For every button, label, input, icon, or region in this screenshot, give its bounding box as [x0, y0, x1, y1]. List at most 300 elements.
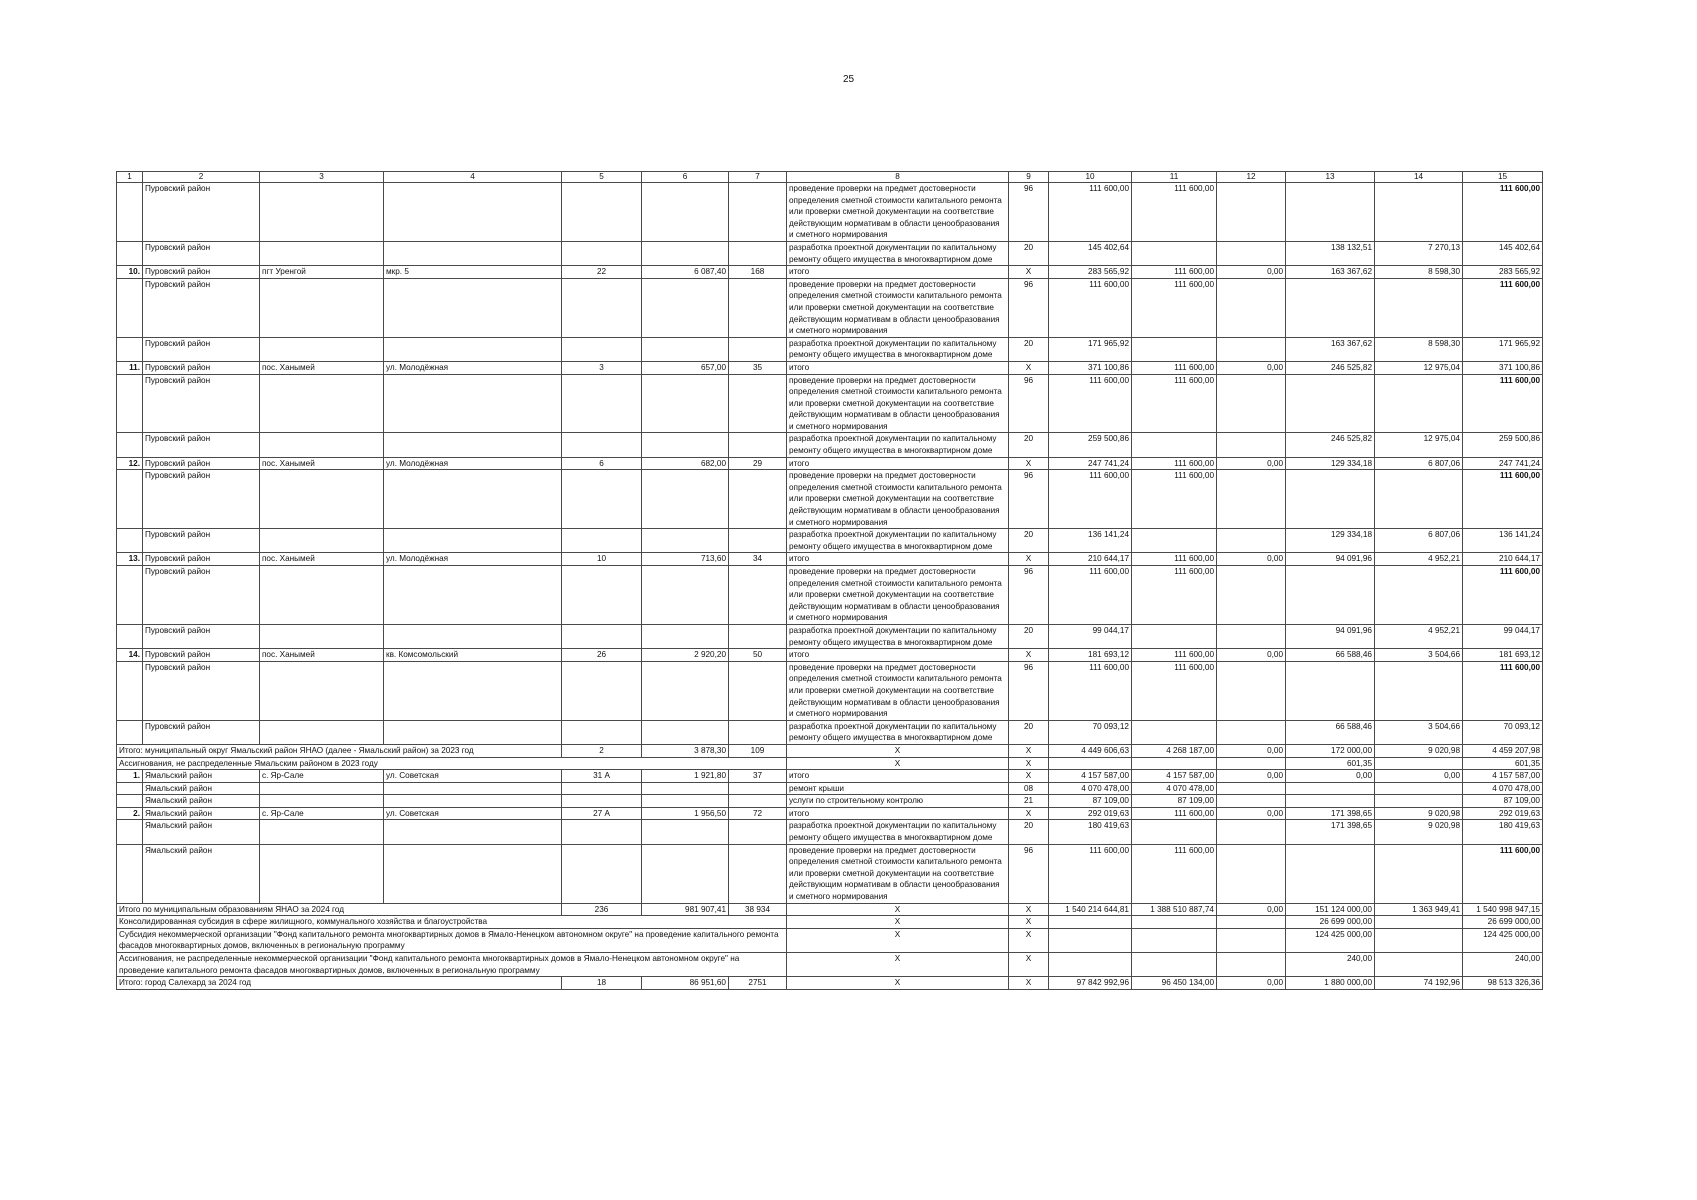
table-cell: 111 600,00	[1049, 844, 1132, 903]
table-cell: 109	[729, 744, 787, 757]
table-cell: пос. Ханымей	[260, 553, 384, 566]
table-cell: с. Яр-Сале	[260, 770, 384, 783]
table-cell: X	[1009, 916, 1049, 929]
table-cell: разработка проектной документации по капитальному ремонту общего имущества в многоквартирном доме	[787, 624, 1009, 648]
table-cell: Ямальский район	[143, 795, 260, 808]
table-cell	[729, 433, 787, 457]
table-cell	[1217, 374, 1286, 433]
table-cell: X	[1009, 977, 1049, 990]
table-cell	[642, 241, 729, 265]
table-cell: 151 124 000,00	[1286, 903, 1375, 916]
table-cell: Пуровский район	[143, 241, 260, 265]
table-cell	[1217, 720, 1286, 744]
table-cell: 4 459 207,98	[1463, 744, 1543, 757]
table-cell	[1217, 916, 1286, 929]
table-cell	[1049, 953, 1132, 977]
table-cell: 97 842 992,96	[1049, 977, 1132, 990]
table-row	[117, 278, 1543, 337]
table-cell	[1217, 844, 1286, 903]
table-cell: 111 600,00	[1463, 183, 1543, 242]
table-row	[117, 903, 1543, 916]
table-cell: 111 600,00	[1132, 844, 1217, 903]
table-cell: X	[1009, 903, 1049, 916]
table-cell: пос. Ханымей	[260, 361, 384, 374]
table-cell: 86 951,60	[642, 977, 729, 990]
table-cell: 96	[1009, 470, 1049, 529]
table-cell: 12 975,04	[1375, 433, 1463, 457]
table-cell: Пуровский район	[143, 720, 260, 744]
table-cell	[729, 720, 787, 744]
table-cell: 181 693,12	[1463, 649, 1543, 662]
column-number: 8	[787, 172, 1009, 183]
table-row	[117, 953, 1543, 977]
table-cell	[117, 795, 143, 808]
table-cell: мкр. 5	[384, 266, 562, 279]
table-cell: 246 525,82	[1286, 361, 1375, 374]
table-cell: 10.	[117, 266, 143, 279]
table-cell: Итого: муниципальный округ Ямальский район ЯНАО (далее - Ямальский район) за 2023 год	[117, 744, 562, 757]
table-cell	[1217, 820, 1286, 844]
table-cell	[260, 624, 384, 648]
table-cell	[260, 782, 384, 795]
table-row	[117, 770, 1543, 783]
table-cell: ул. Молодёжная	[384, 457, 562, 470]
table-cell: 66 588,46	[1286, 720, 1375, 744]
table-cell: 111 600,00	[1463, 844, 1543, 903]
table-cell: 3 504,66	[1375, 649, 1463, 662]
table-cell: X	[1009, 770, 1049, 783]
table-cell: 111 600,00	[1049, 278, 1132, 337]
table-cell	[1375, 470, 1463, 529]
table-cell: X	[1009, 361, 1049, 374]
table-cell: 66 588,46	[1286, 649, 1375, 662]
table-cell: Пуровский район	[143, 457, 260, 470]
table-cell: 981 907,41	[642, 903, 729, 916]
table-cell: проведение проверки на предмет достоверности определения сметной стоимости капитального ремонта или проверки сметной документации на соответствие действующим нормативам в области ценообразования и сметного нормирования	[787, 470, 1009, 529]
column-number: 4	[384, 172, 562, 183]
table-cell	[384, 720, 562, 744]
table-cell: 72	[729, 807, 787, 820]
table-cell: 111 600,00	[1463, 566, 1543, 625]
table-row	[117, 649, 1543, 662]
table-cell	[117, 278, 143, 337]
table-cell: разработка проектной документации по капитальному ремонту общего имущества в многоквартирном доме	[787, 529, 1009, 553]
table-cell: проведение проверки на предмет достоверности определения сметной стоимости капитального ремонта или проверки сметной документации на соответствие действующим нормативам в области ценообразования и сметного нормирования	[787, 278, 1009, 337]
table-cell: Пуровский район	[143, 361, 260, 374]
table-cell: итого	[787, 266, 1009, 279]
table-cell	[384, 624, 562, 648]
table-cell: 6 087,40	[642, 266, 729, 279]
table-cell	[1375, 916, 1463, 929]
table-cell: 74 192,96	[1375, 977, 1463, 990]
table-cell	[117, 624, 143, 648]
table-cell	[1375, 566, 1463, 625]
table-cell: Ассигнования, не распределенные Ямальским районом в 2023 году	[117, 757, 787, 770]
table-cell: 12 975,04	[1375, 361, 1463, 374]
table-cell: 94 091,96	[1286, 553, 1375, 566]
table-cell	[260, 337, 384, 361]
table-cell: 111 600,00	[1463, 374, 1543, 433]
table-cell: 3 878,30	[642, 744, 729, 757]
table-row	[117, 807, 1543, 820]
table-cell: Пуровский район	[143, 649, 260, 662]
table-cell	[1217, 953, 1286, 977]
table-row	[117, 337, 1543, 361]
table-cell	[1375, 183, 1463, 242]
table-cell: 37	[729, 770, 787, 783]
table-cell	[1217, 278, 1286, 337]
table-cell: 0,00	[1217, 649, 1286, 662]
table-cell: Пуровский район	[143, 661, 260, 720]
table-cell	[1217, 529, 1286, 553]
table-cell	[384, 183, 562, 242]
table-cell	[1132, 241, 1217, 265]
table-cell: ул. Советская	[384, 807, 562, 820]
table-cell	[562, 720, 642, 744]
table-cell	[1217, 337, 1286, 361]
table-cell: 11.	[117, 361, 143, 374]
table-cell: 247 741,24	[1463, 457, 1543, 470]
table-cell	[729, 795, 787, 808]
table-cell: разработка проектной документации по капитальному ремонту общего имущества в многоквартирном доме	[787, 720, 1009, 744]
table-cell	[642, 433, 729, 457]
table-cell: 145 402,64	[1463, 241, 1543, 265]
table-cell: 0,00	[1375, 770, 1463, 783]
table-row	[117, 433, 1543, 457]
table-row	[117, 744, 1543, 757]
table-cell: 1 956,50	[642, 807, 729, 820]
table-cell	[117, 337, 143, 361]
table-row	[117, 266, 1543, 279]
table-row	[117, 183, 1543, 242]
table-cell: 180 419,63	[1049, 820, 1132, 844]
table-cell: 4 157 587,00	[1463, 770, 1543, 783]
table-cell	[1286, 844, 1375, 903]
table-cell	[562, 278, 642, 337]
table-cell	[642, 374, 729, 433]
column-number: 14	[1375, 172, 1463, 183]
table-cell	[642, 820, 729, 844]
table-cell: 96	[1009, 661, 1049, 720]
table-cell: 292 019,63	[1463, 807, 1543, 820]
table-cell: 713,60	[642, 553, 729, 566]
table-cell	[562, 374, 642, 433]
table-cell	[729, 820, 787, 844]
table-row	[117, 795, 1543, 808]
table-cell: 657,00	[642, 361, 729, 374]
table-cell	[1132, 720, 1217, 744]
table-cell: 129 334,18	[1286, 457, 1375, 470]
table-cell	[1375, 278, 1463, 337]
table-cell: 10	[562, 553, 642, 566]
table-cell: Ямальский район	[143, 770, 260, 783]
table-cell: 96	[1009, 566, 1049, 625]
table-cell: 3 504,66	[1375, 720, 1463, 744]
table-cell	[117, 529, 143, 553]
table-cell: 111 600,00	[1132, 470, 1217, 529]
table-cell: 283 565,92	[1463, 266, 1543, 279]
table-cell	[1132, 624, 1217, 648]
table-cell: 0,00	[1217, 770, 1286, 783]
table-cell: Пуровский район	[143, 278, 260, 337]
table-cell: 8 598,30	[1375, 266, 1463, 279]
column-number: 15	[1463, 172, 1543, 183]
table-cell	[260, 529, 384, 553]
table-cell	[384, 529, 562, 553]
table-cell	[1132, 820, 1217, 844]
table-cell: 4 070 478,00	[1132, 782, 1217, 795]
table-cell: 111 600,00	[1132, 661, 1217, 720]
table-cell: 0,00	[1217, 266, 1286, 279]
table-cell	[1217, 566, 1286, 625]
table-cell: проведение проверки на предмет достоверности определения сметной стоимости капитального ремонта или проверки сметной документации на соответствие действующим нормативам в области ценообразования и сметного нормирования	[787, 844, 1009, 903]
table-cell: Пуровский район	[143, 374, 260, 433]
table-cell	[729, 661, 787, 720]
table-cell	[562, 241, 642, 265]
table-cell	[1049, 916, 1132, 929]
table-cell: 181 693,12	[1049, 649, 1132, 662]
table-cell: Ямальский район	[143, 807, 260, 820]
table-cell: X	[787, 977, 1009, 990]
table-cell: 163 367,62	[1286, 337, 1375, 361]
table-cell	[642, 795, 729, 808]
table-cell: 6 807,06	[1375, 457, 1463, 470]
table-cell: 0,00	[1217, 457, 1286, 470]
table-cell	[642, 844, 729, 903]
table-cell: 2	[562, 744, 642, 757]
table-cell: 236	[562, 903, 642, 916]
table-cell	[729, 183, 787, 242]
table-cell: проведение проверки на предмет достоверности определения сметной стоимости капитального ремонта или проверки сметной документации на соответствие действующим нормативам в области ценообразования и сметного нормирования	[787, 566, 1009, 625]
table-cell	[729, 241, 787, 265]
table-cell	[1375, 844, 1463, 903]
table-cell	[1132, 757, 1217, 770]
table-cell: 18	[562, 977, 642, 990]
table-cell: 111 600,00	[1132, 374, 1217, 433]
table-cell: 246 525,82	[1286, 433, 1375, 457]
table-cell	[384, 374, 562, 433]
column-number: 6	[642, 172, 729, 183]
table-cell: 171 965,92	[1049, 337, 1132, 361]
table-cell: 12.	[117, 457, 143, 470]
table-row	[117, 624, 1543, 648]
table-cell	[562, 661, 642, 720]
table-row	[117, 844, 1543, 903]
table-cell	[1375, 374, 1463, 433]
table-cell: 124 425 000,00	[1463, 928, 1543, 952]
table-cell: Пуровский район	[143, 183, 260, 242]
table-cell	[1286, 374, 1375, 433]
table-cell: Пуровский район	[143, 337, 260, 361]
table-cell: Пуровский район	[143, 624, 260, 648]
table-cell: 111 600,00	[1463, 278, 1543, 337]
table-cell: 0,00	[1217, 807, 1286, 820]
table-cell: X	[787, 953, 1009, 977]
table-cell: X	[1009, 457, 1049, 470]
table-cell	[562, 782, 642, 795]
table-cell: 9 020,98	[1375, 820, 1463, 844]
table-cell: 247 741,24	[1049, 457, 1132, 470]
table-cell	[729, 844, 787, 903]
table-row	[117, 977, 1543, 990]
table-cell: 0,00	[1217, 903, 1286, 916]
table-cell: 136 141,24	[1463, 529, 1543, 553]
table-cell	[384, 661, 562, 720]
table-cell	[117, 566, 143, 625]
column-number: 5	[562, 172, 642, 183]
table-cell: 1 921,80	[642, 770, 729, 783]
table-cell	[642, 529, 729, 553]
table-cell: 171 398,65	[1286, 820, 1375, 844]
table-cell: 94 091,96	[1286, 624, 1375, 648]
table-cell: кв. Комсомольский	[384, 649, 562, 662]
table-cell: 111 600,00	[1132, 649, 1217, 662]
table-row	[117, 470, 1543, 529]
table-cell: X	[1009, 928, 1049, 952]
table-cell	[1132, 953, 1217, 977]
table-cell: 2751	[729, 977, 787, 990]
table-cell	[562, 337, 642, 361]
table-cell	[562, 529, 642, 553]
table-cell: 21	[1009, 795, 1049, 808]
table-cell	[1375, 782, 1463, 795]
table-cell	[384, 337, 562, 361]
table-cell: 111 600,00	[1049, 183, 1132, 242]
table-cell	[117, 661, 143, 720]
table-cell	[729, 374, 787, 433]
table-cell	[1375, 953, 1463, 977]
table-cell	[1375, 795, 1463, 808]
table-cell	[260, 795, 384, 808]
column-number: 1	[117, 172, 143, 183]
table-cell: пгт Уренгой	[260, 266, 384, 279]
table-cell: 4 952,21	[1375, 624, 1463, 648]
table-cell	[642, 720, 729, 744]
table-cell: 163 367,62	[1286, 266, 1375, 279]
table-cell	[562, 183, 642, 242]
table-cell: 111 600,00	[1132, 183, 1217, 242]
table-cell: пос. Ханымей	[260, 649, 384, 662]
table-cell: 210 644,17	[1463, 553, 1543, 566]
table-cell: 20	[1009, 820, 1049, 844]
table-cell	[1286, 661, 1375, 720]
table-cell: 111 600,00	[1132, 361, 1217, 374]
table-cell	[260, 278, 384, 337]
table-row	[117, 820, 1543, 844]
table-cell: Пуровский район	[143, 566, 260, 625]
table-cell: Субсидия некоммерческой организации "Фонд капитального ремонта многоквартирных домов в Ямало-Ненецком автономном округе" на проведение капитального ремонта фасадов многоквартирных домов, включенных в региональную программу	[117, 928, 787, 952]
table-cell: 08	[1009, 782, 1049, 795]
table-cell: 111 600,00	[1049, 470, 1132, 529]
table-cell: Пуровский район	[143, 553, 260, 566]
table-cell: 96	[1009, 374, 1049, 433]
column-number: 12	[1217, 172, 1286, 183]
table-cell: 87 109,00	[1049, 795, 1132, 808]
table-cell	[260, 241, 384, 265]
table-cell	[384, 278, 562, 337]
table-cell: 1.	[117, 770, 143, 783]
table-cell: 13.	[117, 553, 143, 566]
table-cell: 172 000,00	[1286, 744, 1375, 757]
table-cell: проведение проверки на предмет достоверности определения сметной стоимости капитального ремонта или проверки сметной документации на соответствие действующим нормативам в области ценообразования и сметного нормирования	[787, 374, 1009, 433]
table-cell: Итого: город Салехард за 2024 год	[117, 977, 562, 990]
table-cell: услуги по строительному контролю	[787, 795, 1009, 808]
table-cell: 9 020,98	[1375, 807, 1463, 820]
table-row	[117, 661, 1543, 720]
table-cell: 111 600,00	[1049, 566, 1132, 625]
table-cell: 4 157 587,00	[1132, 770, 1217, 783]
table-cell: X	[787, 928, 1009, 952]
table-cell: 22	[562, 266, 642, 279]
table-cell	[562, 433, 642, 457]
table-cell	[117, 433, 143, 457]
table-cell: 4 268 187,00	[1132, 744, 1217, 757]
table-cell: 98 513 326,36	[1463, 977, 1543, 990]
table-cell	[117, 782, 143, 795]
table-cell: 99 044,17	[1049, 624, 1132, 648]
table-cell: 111 600,00	[1463, 470, 1543, 529]
table-cell: X	[787, 903, 1009, 916]
table-cell	[384, 782, 562, 795]
table-row	[117, 720, 1543, 744]
table-cell: 20	[1009, 529, 1049, 553]
table-row	[117, 361, 1543, 374]
table-cell: разработка проектной документации по капитальному ремонту общего имущества в многоквартирном доме	[787, 337, 1009, 361]
table-cell: 0,00	[1217, 977, 1286, 990]
table-cell	[1217, 470, 1286, 529]
table-cell: X	[787, 757, 1009, 770]
table-cell: 1 363 949,41	[1375, 903, 1463, 916]
table-cell: 3	[562, 361, 642, 374]
table-cell	[117, 183, 143, 242]
table-cell: Пуровский район	[143, 266, 260, 279]
table-cell: с. Яр-Сале	[260, 807, 384, 820]
table-cell	[384, 241, 562, 265]
table-cell	[1132, 928, 1217, 952]
table-cell	[260, 433, 384, 457]
table-cell: 2.	[117, 807, 143, 820]
table-cell: итого	[787, 807, 1009, 820]
table-cell: итого	[787, 361, 1009, 374]
table-cell: 0,00	[1217, 361, 1286, 374]
table-cell: 371 100,86	[1463, 361, 1543, 374]
table-cell: итого	[787, 457, 1009, 470]
table-cell: 138 132,51	[1286, 241, 1375, 265]
table-body	[117, 172, 1543, 990]
column-number: 7	[729, 172, 787, 183]
table-cell: 4 157 587,00	[1049, 770, 1132, 783]
table-cell	[729, 529, 787, 553]
table-cell: 20	[1009, 241, 1049, 265]
table-cell: 8 598,30	[1375, 337, 1463, 361]
table-cell: разработка проектной документации по капитальному ремонту общего имущества в многоквартирном доме	[787, 433, 1009, 457]
table-cell	[1049, 757, 1132, 770]
table-cell: 292 019,63	[1049, 807, 1132, 820]
table-cell	[260, 566, 384, 625]
table-cell	[1286, 795, 1375, 808]
table-cell	[642, 337, 729, 361]
table-cell: Консолидированная субсидия в сфере жилищного, коммунального хозяйства и благоустройства	[117, 916, 787, 929]
table-cell	[642, 183, 729, 242]
table-cell: 4 449 606,63	[1049, 744, 1132, 757]
table-cell: 145 402,64	[1049, 241, 1132, 265]
table-cell: 14.	[117, 649, 143, 662]
table-cell	[384, 433, 562, 457]
table-cell: пос. Ханымей	[260, 457, 384, 470]
table-cell: 29	[729, 457, 787, 470]
table-cell	[117, 820, 143, 844]
table-cell: 371 100,86	[1049, 361, 1132, 374]
